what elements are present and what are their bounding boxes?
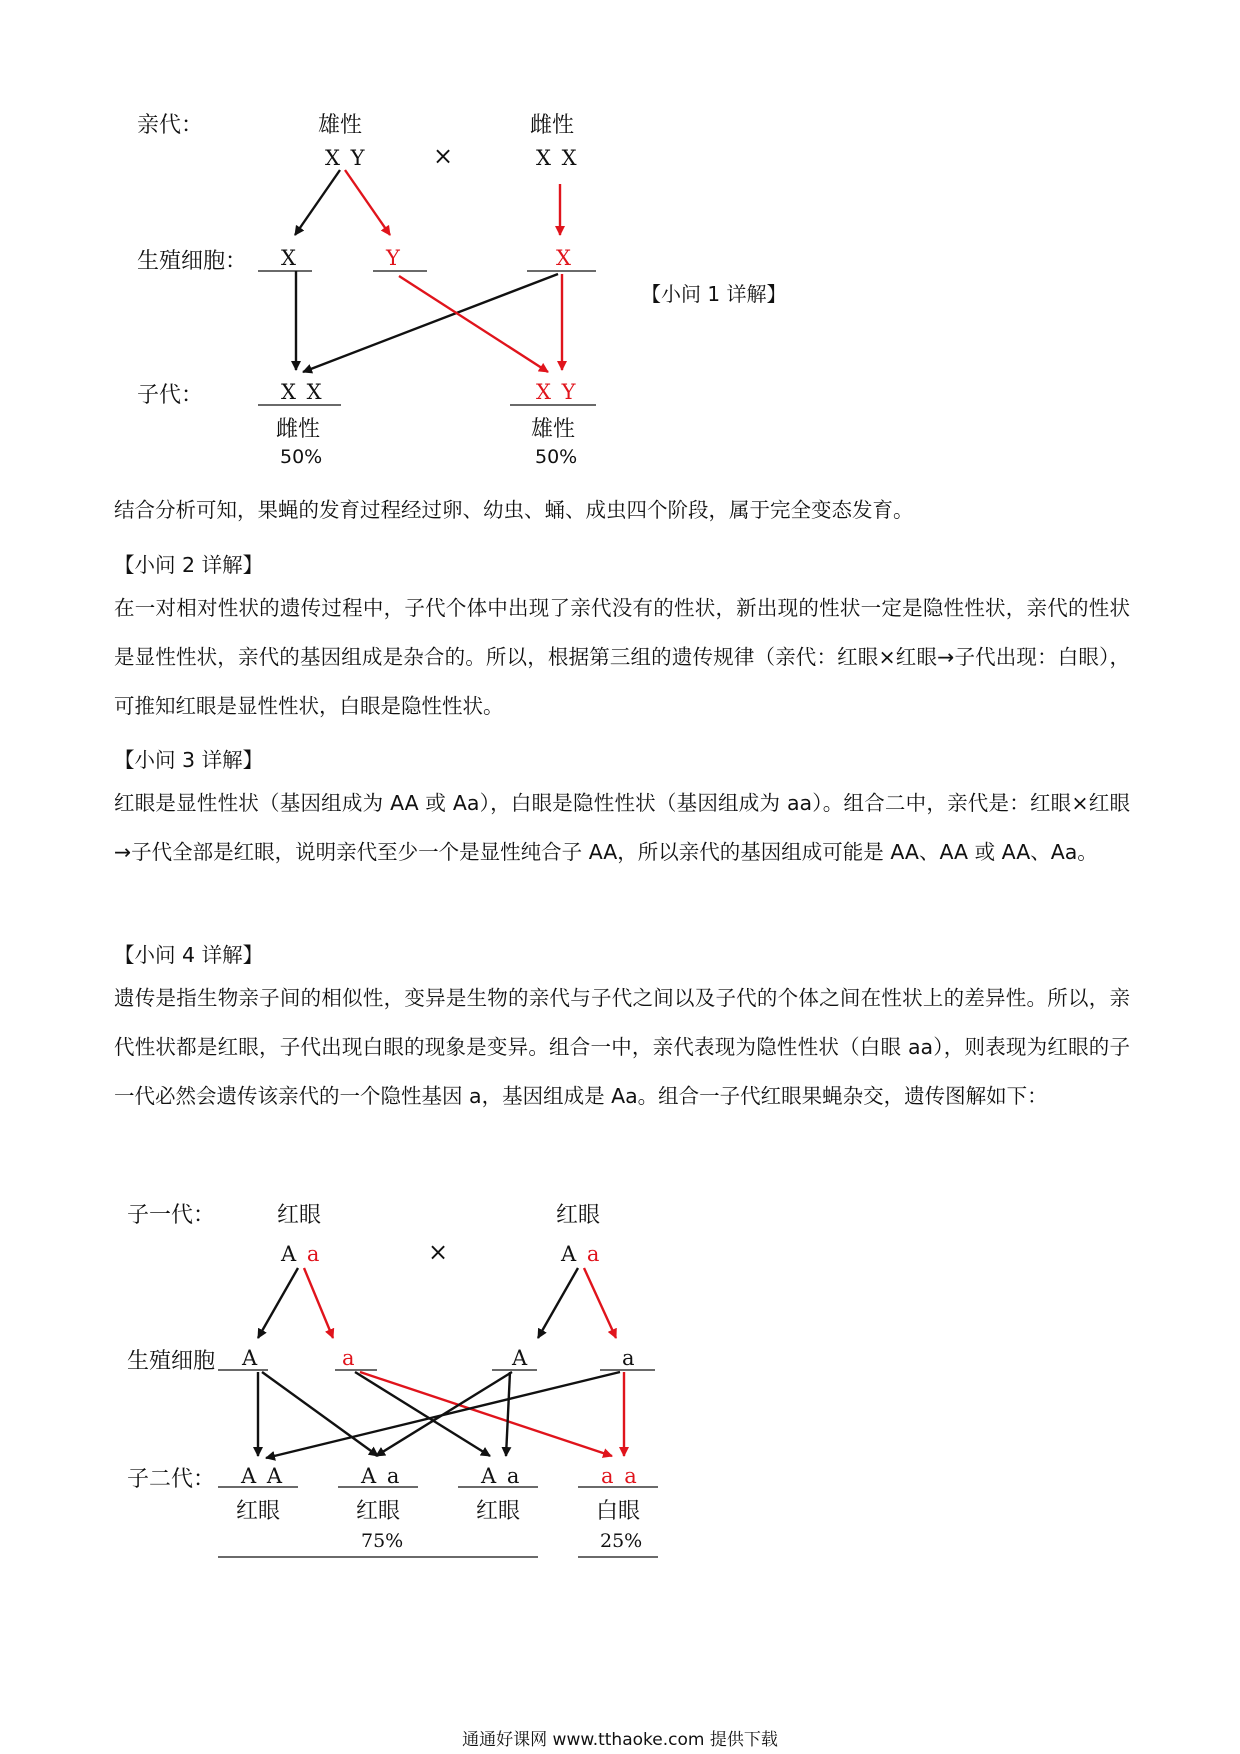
heading-q2: 【小问 2 详解】 — [114, 553, 264, 577]
parent2-phenotype: 红眼 — [556, 1203, 601, 1228]
page-footer: 通通好课网 www.tthaoke.com 提供下载 — [462, 1730, 778, 1750]
arrow-A1-to-Aa2 — [262, 1372, 378, 1456]
f2-phenotype-1: 红眼 — [236, 1499, 281, 1524]
f2-genotype-aa: a a — [601, 1464, 639, 1488]
row-label-gamete: 生殖细胞： — [137, 249, 248, 274]
pct-white-eye: 25% — [600, 1530, 643, 1552]
male-gene-y: Y — [350, 146, 367, 170]
arrow-p2-to-a — [584, 1268, 616, 1338]
male-gene-x: X — [325, 146, 342, 170]
diagram1-arrows — [295, 170, 562, 372]
child-genotype-xy: X Y — [536, 380, 578, 404]
diagram2-arrows — [258, 1268, 624, 1458]
gamete2-A-1: A — [242, 1346, 260, 1370]
gamete2-A-2: A — [512, 1346, 530, 1370]
paragraph-q3: 红眼是显性性状（基因组成为 AA 或 Aa），白眼是隐性性状（基因组成为 aa）。组合二中，亲代是：红眼×红眼→子代全部是红眼，说明亲代至少一个是显性纯合子 AA，所以亲代的基因组成可能是 AA、AA 或 AA、Aa。 — [114, 791, 1130, 864]
parent2-gene-A: A — [561, 1242, 579, 1266]
row-label-child: 子代： — [137, 383, 204, 408]
arrow-male-to-x — [295, 170, 340, 235]
parent1-phenotype: 红眼 — [277, 1203, 322, 1228]
parent2-gene-a: a — [586, 1242, 602, 1266]
female-genotype: X X — [536, 146, 579, 170]
f2-phenotype-2: 红眼 — [356, 1499, 401, 1524]
paragraph-q1: 结合分析可知，果蝇的发育过程经过卵、幼虫、蛹、成虫四个阶段，属于完全变态发育。 — [114, 498, 914, 522]
male-label: 雄性 — [318, 113, 363, 138]
arrow-p1-to-A — [258, 1268, 298, 1338]
row-label-f2: 子二代： — [127, 1467, 216, 1492]
pct-red-eye: 75% — [361, 1530, 404, 1552]
child-sex-male: 雄性 — [531, 417, 576, 442]
paragraph-q4: 遗传是指生物亲子间的相似性，变异是生物的亲代与子代之间以及子代的个体之间在性状上的差异性。所以，亲代性状都是红眼，子代出现白眼的现象是变异。组合一中，亲代表现为隐性性状（白眼 aa），则表现为红眼的子一代必然会遗传该亲代的一个隐性基因 a，基因组成是 Aa。组合一子代红眼果蝇杂交，遗传图解如下： — [114, 986, 1130, 1108]
parent1-gene-a: a — [306, 1242, 322, 1266]
child-genotype-xx: X X — [281, 380, 324, 404]
row-label-gamete-2: 生殖细胞 — [127, 1349, 216, 1374]
child-sex-female: 雌性 — [276, 417, 321, 442]
cross-symbol-2: × — [428, 1238, 449, 1266]
diagram1-underlines — [258, 271, 596, 405]
row-label-f1: 子一代： — [127, 1203, 216, 1228]
arrow-a1-to-Aa3 — [355, 1372, 490, 1456]
gamete-y-male: Y — [386, 246, 402, 270]
f2-phenotype-4: 白眼 — [596, 1499, 641, 1524]
row-label-parent: 亲代： — [137, 113, 204, 138]
arrow-p2-to-A — [538, 1268, 578, 1338]
child-pct-male: 50% — [535, 446, 578, 468]
f2-genotype-Aa-2: A a — [481, 1464, 522, 1488]
paragraph-q2: 在一对相对性状的遗传过程中，子代个体中出现了亲代没有的性状，新出现的性状一定是隐性性状，亲代的性状是显性性状，亲代的基因组成是杂合的。所以，根据第三组的遗传规律（亲代：红眼×红眼→子代出现：白眼），可推知红眼是显性性状，白眼是隐性性状。 — [114, 596, 1130, 718]
arrow-a2-to-AA — [266, 1372, 620, 1458]
parent1-gene-A: A — [281, 1242, 299, 1266]
gamete-x-male: X — [281, 246, 298, 270]
arrow-female-x-to-xx — [303, 274, 558, 372]
f2-phenotype-3: 红眼 — [476, 1499, 521, 1524]
gamete-x-female: X — [556, 246, 573, 270]
gamete2-a-2: a — [622, 1346, 637, 1370]
heading-q3: 【小问 3 详解】 — [114, 748, 264, 772]
side-note-q1: 【小问 1 详解】 — [641, 282, 787, 306]
f2-genotype-Aa-1: A a — [361, 1464, 402, 1488]
cross-symbol: × — [433, 142, 454, 170]
heading-q4: 【小问 4 详解】 — [114, 943, 264, 967]
arrow-y-to-xy — [399, 276, 548, 372]
arrow-male-to-y — [345, 170, 390, 235]
arrow-p1-to-a — [304, 1268, 333, 1338]
female-label: 雌性 — [530, 113, 575, 138]
f2-genotype-AA: A A — [241, 1464, 285, 1488]
child-pct-female: 50% — [280, 446, 323, 468]
gamete2-a-1: a — [342, 1346, 357, 1370]
arrow-A2-to-Aa3 — [506, 1372, 510, 1456]
